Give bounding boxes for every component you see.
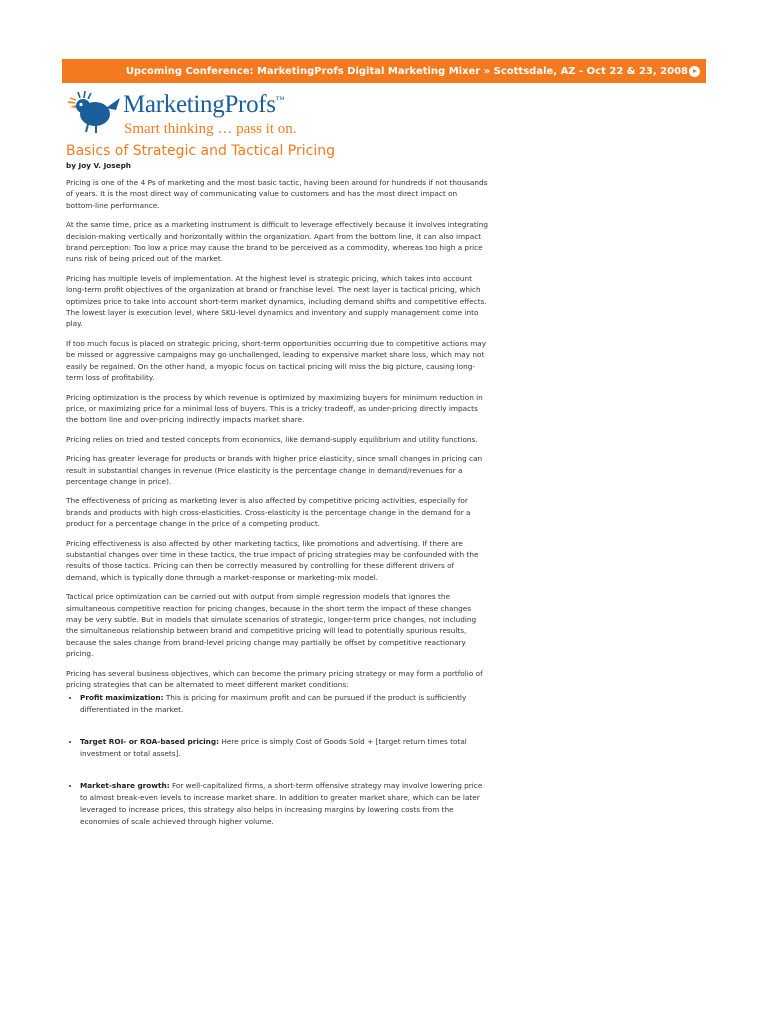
article-title: Basics of Strategic and Tactical Pricing	[66, 143, 335, 159]
article-paragraph: Pricing is one of the 4 Ps of marketing and the most basic tactic, having been around for hundreds if not thousands of years. It is the most direct way of communicating value to customers and has the most direct impact on bottom-line performance.	[66, 178, 488, 210]
article-paragraph: The effectiveness of pricing as marketing lever is also affected by competitive pricing activities, especially for brands and products with high cross-elasticities. Cross-elasticity is the percentage change in the demand for a product for a percentage change in the price of a competing product.	[66, 496, 471, 529]
article-paragraph: At the same time, price as a marketing instrument is difficult to leverage effectively because it involves integrating decision-making vertically and horizontally within the organization. Apart from the bottom line, it can also impact brand perception: Too low a price may cause the brand to be perceived as a commodity, whereas too high a price runs risk of being priced out of the market.	[66, 220, 489, 264]
article-paragraph: Pricing has multiple levels of implementation. At the highest level is strategic pricing, which takes into account long-term profit objectives of the organization at brand or franchise level. The next layer is tactical pricing, which optimizes price to take into account short-term market dynamics, including demand shifts and competitive effects. The lowest layer is execution level, where SKU-level dynamics and inventory and supply management come into play.	[66, 273, 487, 329]
article-paragraphs	[66, 177, 488, 660]
article-byline: by Joy V. Joseph	[66, 161, 132, 170]
trademark-symbol: ™	[275, 94, 285, 105]
logo-wordmark	[123, 91, 284, 119]
article-paragraph: Pricing effectiveness is also affected by other marketing tactics, like promotions and advertising. If there are substantial changes over time in these tactics, the true impact of pricing strategies may be confounded with the results of those tactics. Pricing can then be correctly measured by controlling for these different drivers of demand, which is typically done through a market-response or marketing-mix model.	[66, 538, 479, 582]
list-item-text: For well-capitalized firms, a short-term offensive strategy may involve lowering price to almost break-even levels to increase market share. In addition to greater market share, which can be later leveraged to increase prices, this strategy also helps in increasing margins by lowering costs from the economies of scale achieved through higher volume.	[80, 781, 483, 827]
article-paragraph: Pricing has greater leverage for products or brands with higher price elasticity, since small changes in pricing can result in substantial changes in revenue (Price elasticity is the percentage change in demand/revenues for a percentage change in price).	[66, 454, 483, 486]
article-paragraph: Pricing relies on tried and tested concepts from economics, like demand-supply equilibrium and utility functions.	[66, 434, 478, 444]
bird-icon	[66, 90, 122, 134]
list-item-text: This is pricing for maximum profit and can be pursued if the product is sufficiently differentiated in the market.	[80, 693, 467, 715]
pricing-objectives-list	[66, 692, 488, 828]
logo-name-text: MarketingProfs	[123, 91, 276, 118]
article-body	[66, 177, 488, 848]
conference-banner-link[interactable]	[62, 59, 706, 83]
list-item	[80, 692, 488, 716]
logo-tagline: Smart thinking … pass it on.	[124, 121, 297, 137]
list-item	[80, 780, 488, 828]
list-item	[80, 736, 488, 760]
list-item-term: Market-share growth:	[80, 781, 170, 791]
article-paragraph: Tactical price optimization can be carried out with output from simple regression models that ignores the simultaneous competitive reaction for pricing changes, because in the short term the impact of these changes may be very subtle. But in models that simulate scenarios of strategic, longer-term price changes, not including the simultaneous relationship between brand and competitive pricing will lead to potentially spurious results, because the sales change from brand-level pricing change may partially be offset by competitive reactionary pricing.	[66, 592, 477, 659]
list-item-term: Profit maximization:	[80, 693, 164, 703]
list-intro: Pricing has several business objectives, which can become the primary pricing strategy or may form a portfolio of pricing strategies that can be alternated to meet different market conditions:	[66, 668, 483, 690]
article-paragraph: Pricing optimization is the process by which revenue is optimized by maximizing buyers for minimum reduction in price, or maximizing price for a minimal loss of buyers. This is a tricky tradeoff, as under-pricing directly impacts the bottom line and over-pricing indirectly impacts market share.	[66, 392, 483, 425]
marketingprofs-logo[interactable]	[66, 90, 316, 140]
arrow-right-circle-icon	[689, 66, 700, 77]
article-paragraph: If too much focus is placed on strategic pricing, short-term opportunities occurring due to competitive actions may be missed or aggressive campaigns may go unchallenged, leading to expensive market share loss, which may not easily be regained. On the other hand, a myopic focus on tactical pricing will miss the big picture, causing long-term loss of profitability.	[66, 338, 487, 383]
conference-banner-text: Upcoming Conference: MarketingProfs Digital Marketing Mixer » Scottsdale, AZ - Oct 22 & 23, 2008	[125, 65, 688, 77]
list-item-term: Target ROI- or ROA-based pricing:	[80, 737, 220, 747]
list-item-text: Here price is simply Cost of Goods Sold + [target return times total investment or total assets].	[80, 737, 467, 759]
